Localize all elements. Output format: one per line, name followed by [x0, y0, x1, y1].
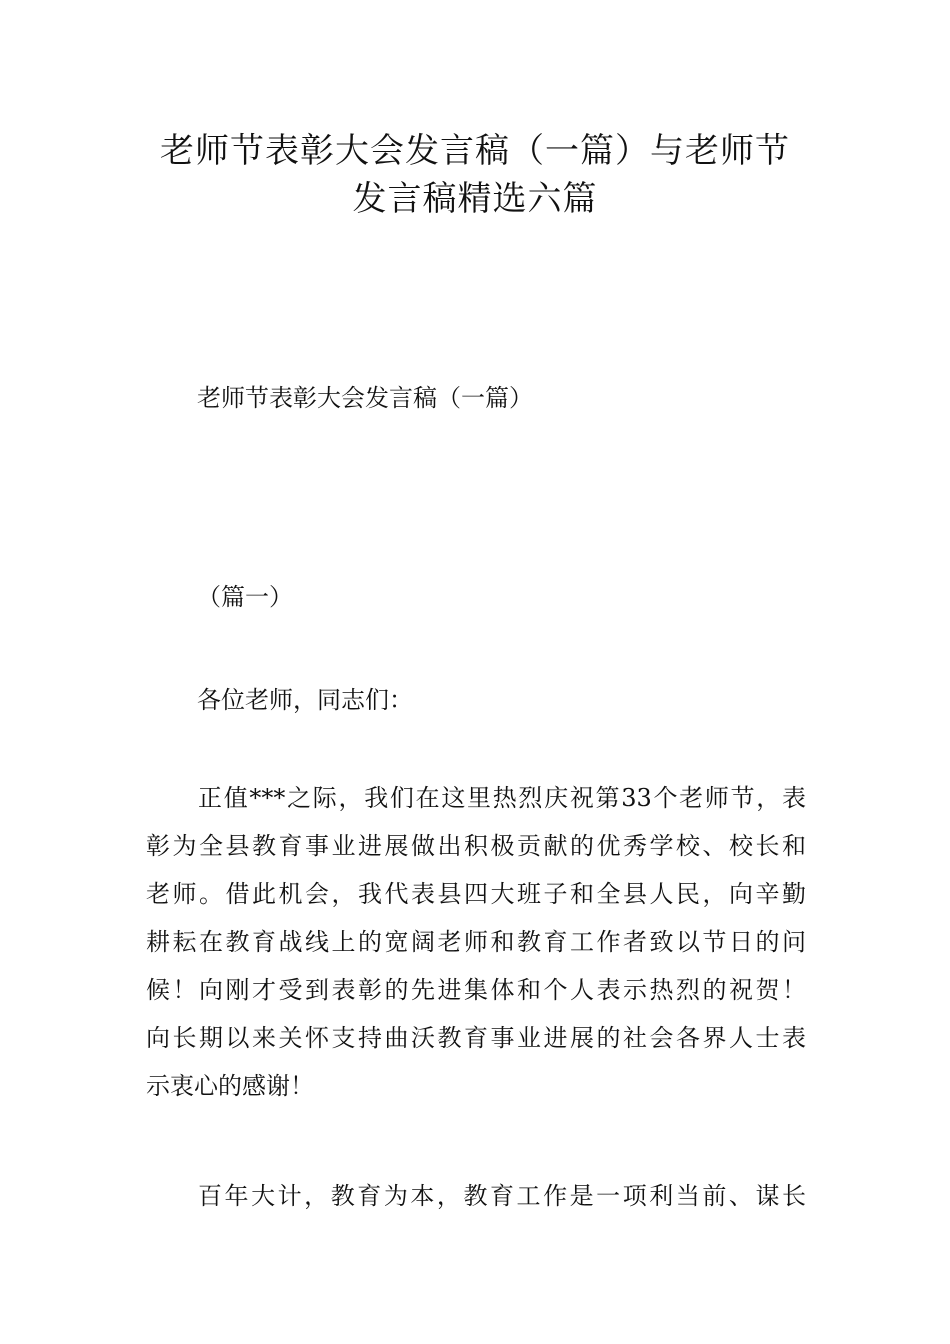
paragraph-1-line: 耕耘在教育战线上的宽阔老师和教育工作者致以节日的问: [146, 928, 806, 956]
paragraph-1-line: 示衷心的感谢！: [146, 1072, 314, 1100]
document-subtitle: 老师节表彰大会发言稿（一篇）: [197, 384, 533, 412]
paragraph-1-line: 候！向刚才受到表彰的先进集体和个人表示热烈的祝贺！: [146, 976, 806, 1004]
paragraph-1-line: 彰为全县教育事业进展做出积极贡献的优秀学校、校长和: [146, 832, 806, 860]
paragraph-1-line: 正值***之际，我们在这里热烈庆祝第33个老师节，表: [198, 784, 806, 812]
document-title-line-1: 老师节表彰大会发言稿（一篇）与老师节: [160, 131, 790, 171]
salutation: 各位老师，同志们：: [197, 686, 413, 714]
document-title-line-2: 发言稿精选六篇: [352, 179, 598, 219]
paragraph-2-line: 百年大计，教育为本，教育工作是一项利当前、谋长: [198, 1182, 806, 1210]
paragraph-1-line: 老师。借此机会，我代表县四大班子和全县人民，向辛勤: [146, 880, 806, 908]
paragraph-1-line: 向长期以来关怀支持曲沃教育事业进展的社会各界人士表: [146, 1024, 806, 1052]
section-label: （篇一）: [197, 583, 293, 611]
